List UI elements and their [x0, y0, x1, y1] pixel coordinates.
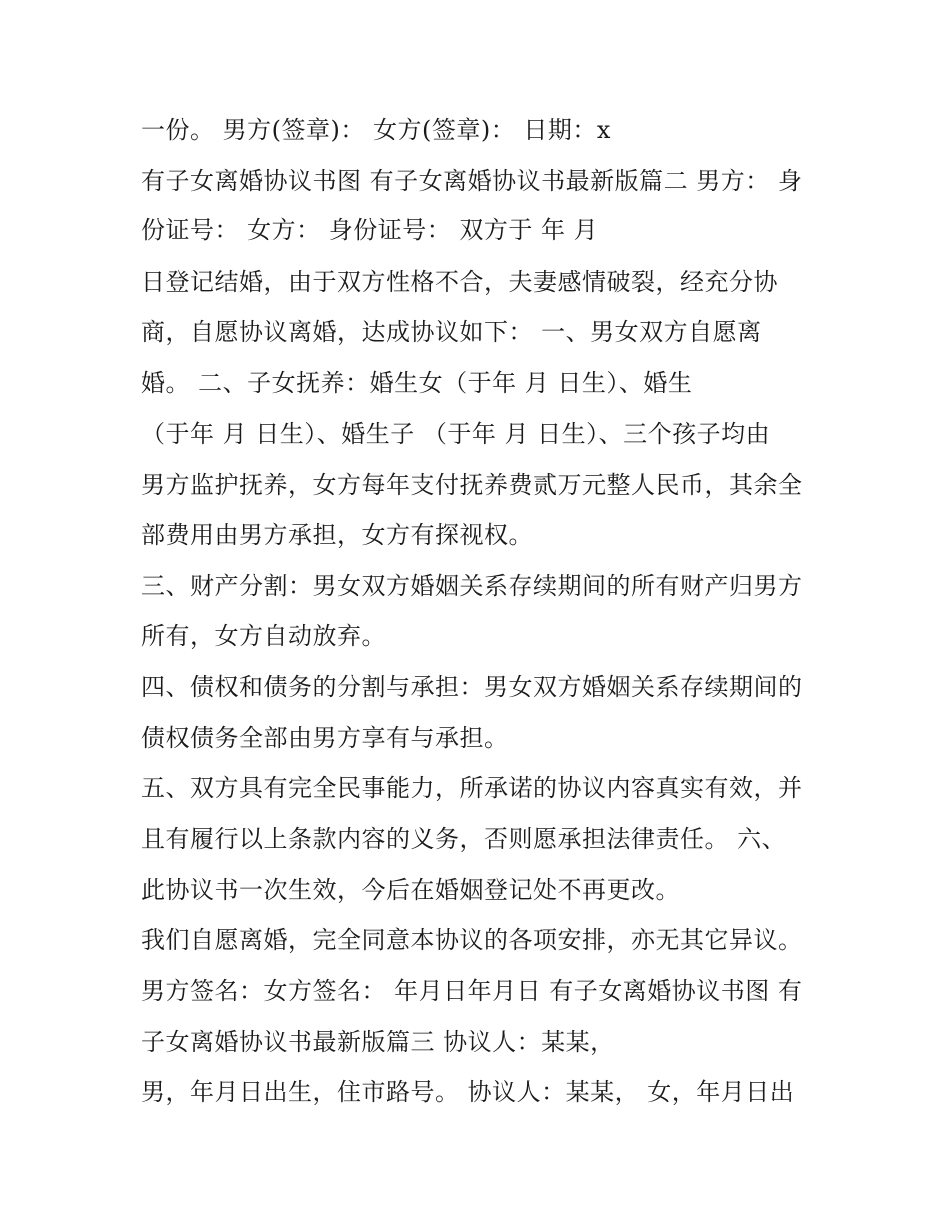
- text-line: 一份。 男方(签章)： 女方(签章)： 日期：x: [141, 116, 611, 144]
- text-line: 婚。 二、子女抚养：婚生女（于年 月 日生）、婚生: [141, 369, 693, 397]
- text-line: 此协议书一次生效，今后在婚姻登记处不再更改。: [141, 876, 680, 904]
- text-line: 所有，女方自动放弃。: [141, 622, 386, 650]
- text-line: 有子女离婚协议书图 有子女离婚协议书最新版篇二 男方： 身: [141, 167, 803, 195]
- text-line: 三、财产分割：男女双方婚姻关系存续期间的所有财产归男方: [141, 572, 803, 600]
- text-line: 我们自愿离婚，完全同意本协议的各项安排，亦无其它异议。: [141, 926, 803, 954]
- text-line: 男方签名：女方签名： 年月日年月日 有子女离婚协议书图 有: [141, 977, 803, 1005]
- text-line: 日登记结婚，由于双方性格不合，夫妻感情破裂，经充分协: [141, 268, 778, 296]
- text-line: 男，年月日出生，住市路号。 协议人：某某， 女，年月日出: [141, 1078, 795, 1106]
- text-line: 且有履行以上条款内容的义务，否则愿承担法律责任。 六、: [141, 825, 787, 853]
- text-line: 五、双方具有完全民事能力，所承诺的协议内容真实有效，并: [141, 774, 803, 802]
- text-line: 子女离婚协议书最新版篇三 协议人：某某，: [141, 1028, 615, 1056]
- text-line: 男方监护抚养，女方每年支付抚养费贰万元整人民币，其余全: [141, 471, 803, 499]
- text-line: 商，自愿协议离婚，达成协议如下： 一、男女双方自愿离: [141, 318, 762, 346]
- text-line: 份证号： 女方： 身份证号： 双方于 年 月: [141, 216, 599, 244]
- text-line: 部费用由男方承担，女方有探视权。: [141, 521, 533, 549]
- text-line: （于年 月 日生）、婚生子 （于年 月 日生）、三个孩子均由: [141, 420, 771, 448]
- text-line: 债权债务全部由男方享有与承担。: [141, 724, 509, 752]
- text-line: 四、债权和债务的分割与承担：男女双方婚姻关系存续期间的: [141, 673, 803, 701]
